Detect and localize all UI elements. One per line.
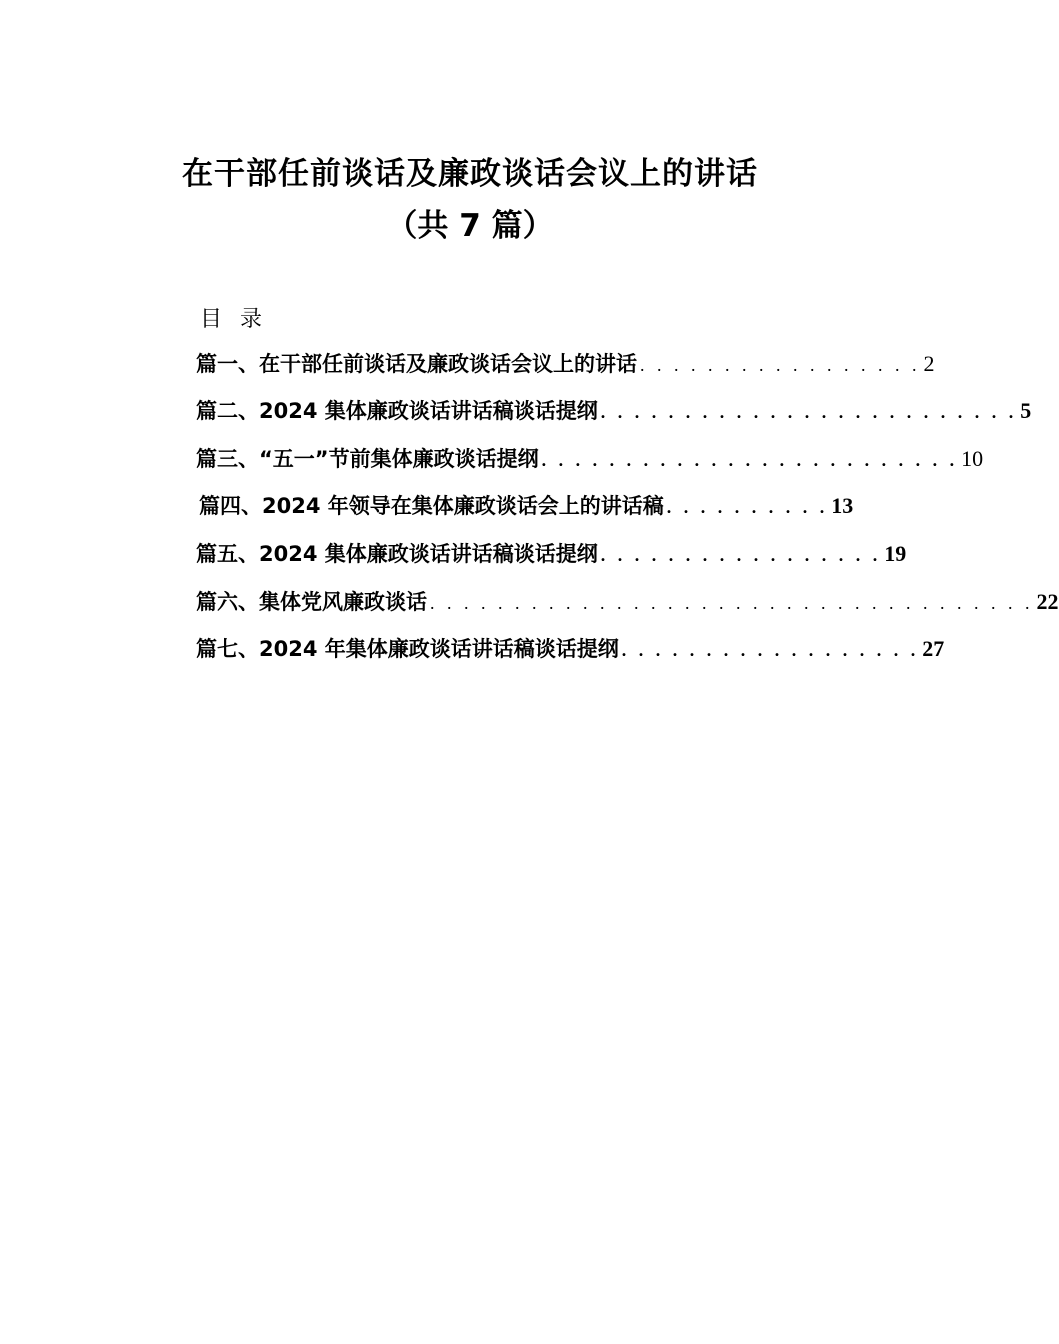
toc-entry-title: 2024 集体廉政谈话讲话稿谈话提纲 — [259, 399, 598, 423]
toc-entry[interactable] — [196, 538, 907, 572]
toc-entry[interactable] — [199, 490, 854, 524]
toc-entry[interactable] — [196, 395, 1032, 429]
toc-entry-page: 13 — [831, 493, 854, 518]
toc-entry-label: 篇一、 — [196, 352, 259, 376]
toc-leader-dots: . . . . . . . . . . . . . . . . . . — [621, 640, 920, 660]
toc-leader-dots: . . . . . . . . . . . . . . . . . — [600, 545, 882, 565]
toc-leader-dots: . . . . . . . . . . . . . . . . . — [640, 355, 921, 375]
toc-entry-page: 5 — [1020, 398, 1032, 423]
toc-entry-label: 篇七、 — [196, 637, 259, 661]
toc-entry-label: 篇二、 — [196, 399, 259, 423]
document-subtitle: （共 7 篇） — [386, 208, 554, 244]
toc-leader-dots: . . . . . . . . . . . . . . . . . . . . . . . . . — [600, 402, 1018, 422]
toc-leader-dots: . . . . . . . . . . . . . . . . . . . . . . . . . — [541, 450, 959, 470]
toc-entry-title: 在干部任前谈话及廉政谈话会议上的讲话 — [259, 352, 637, 376]
toc-entry-title: 2024 年集体廉政谈话讲话稿谈话提纲 — [259, 637, 619, 661]
toc-entry-title: 集体党风廉政谈话 — [259, 590, 427, 614]
toc-entry-label: 篇六、 — [196, 590, 259, 614]
toc-entry-page: 19 — [884, 541, 907, 566]
toc-leader-dots: . . . . . . . . . . — [666, 497, 829, 517]
toc-entry-label: 篇四、 — [199, 494, 262, 518]
toc-entry-label: 篇五、 — [196, 542, 259, 566]
toc-entry[interactable] — [196, 348, 935, 382]
toc-heading: 目录 — [200, 307, 281, 332]
toc-leader-dots: . . . . . . . . . . . . . . . . . . . . . . . . . . . . . . . . . . . . — [430, 593, 1034, 613]
toc-entry-label: 篇三、 — [196, 447, 259, 471]
toc-entry-title: 2024 集体廉政谈话讲话稿谈话提纲 — [259, 542, 598, 566]
toc-entry-page: 10 — [961, 446, 984, 471]
toc-entry[interactable] — [196, 586, 1059, 620]
toc-entry-page: 27 — [922, 636, 945, 661]
toc-entry-title: 2024 年领导在集体廉政谈话会上的讲话稿 — [262, 494, 664, 518]
toc-entry-page: 22 — [1036, 589, 1059, 614]
toc-entry-title: “五一”节前集体廉政谈话提纲 — [259, 447, 539, 471]
toc-entry-page: 2 — [923, 351, 935, 376]
document-title: 在干部任前谈话及廉政谈话会议上的讲话 — [182, 156, 758, 192]
toc-entry[interactable] — [196, 633, 945, 667]
toc-entry[interactable] — [196, 443, 984, 477]
